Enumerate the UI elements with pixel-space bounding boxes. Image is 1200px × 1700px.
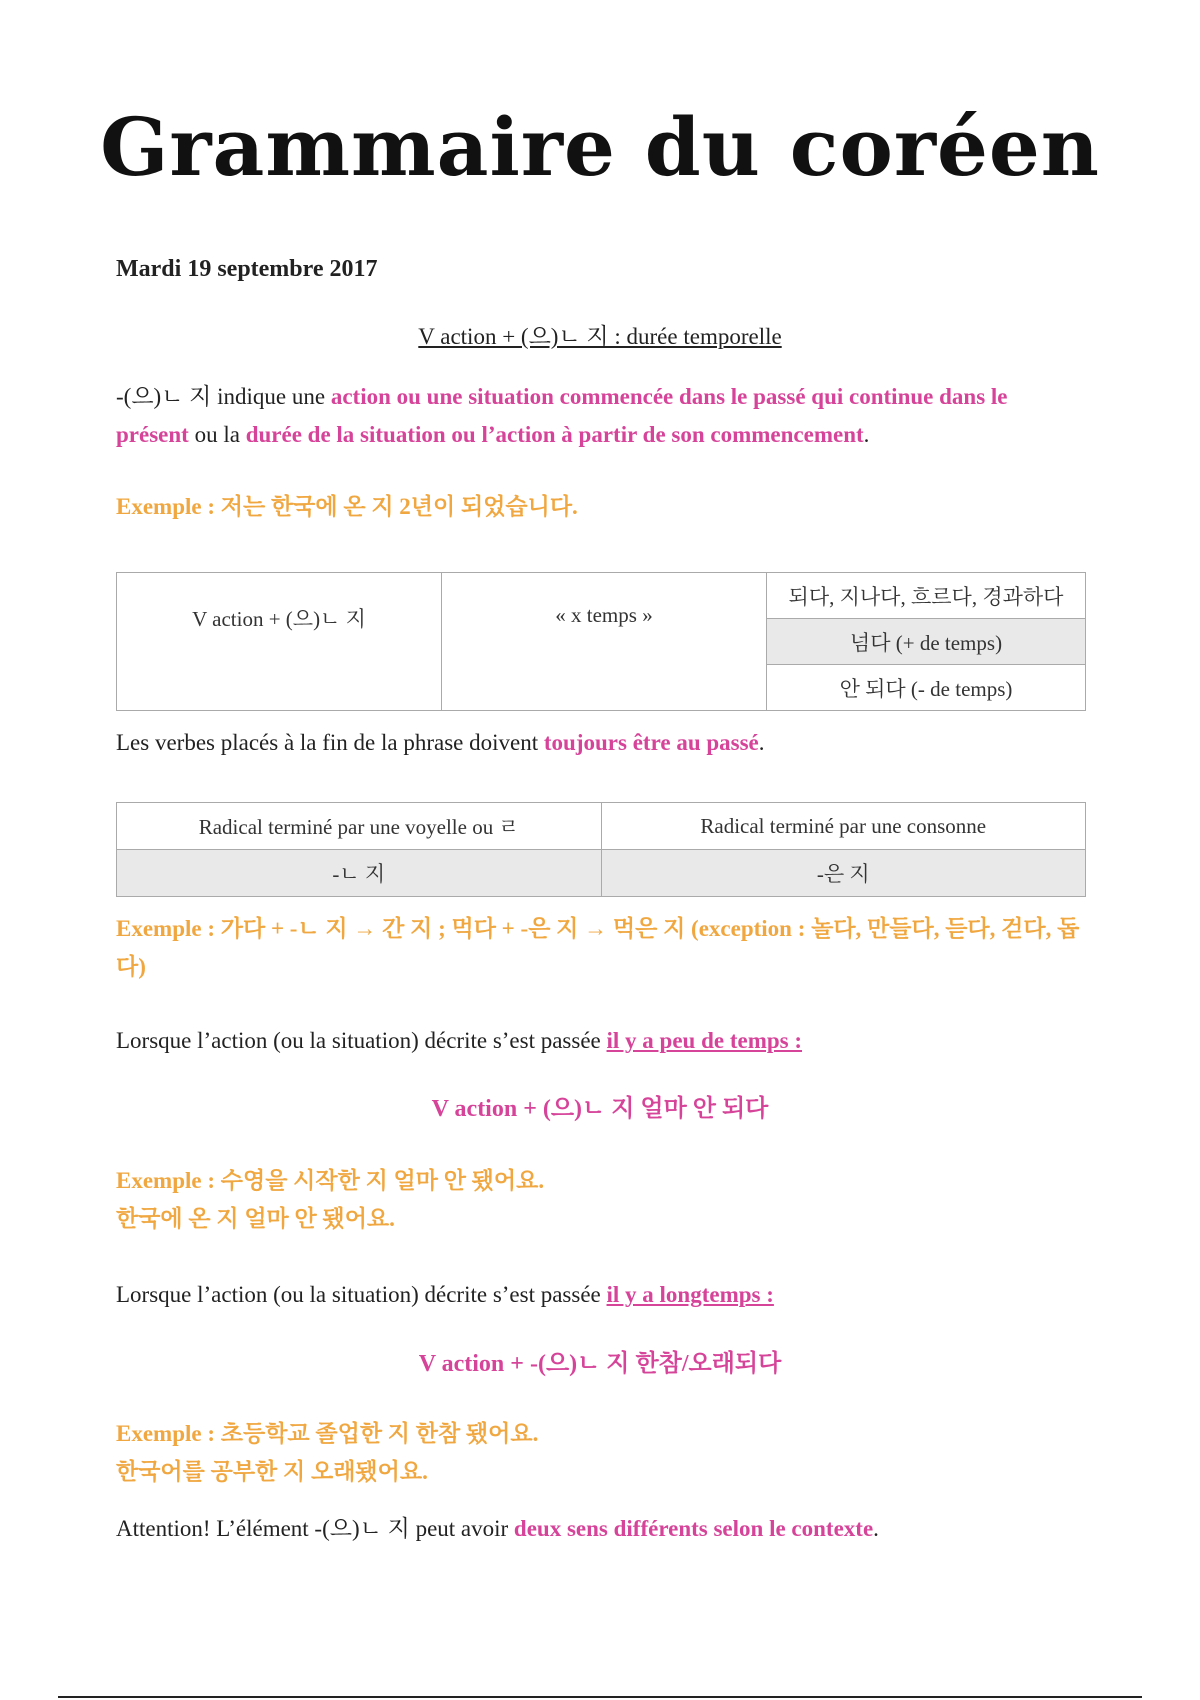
intro-highlight-1: action ou une situation commencée dans le passé qui continue dans le présent (116, 384, 1008, 447)
long-example-line-1: Exemple : 초등학교 졸업한 지 한참 됐어요. (116, 1421, 539, 1446)
attention-text-1: Attention! L’élément -(으)ㄴ 지 peut avoir (116, 1516, 514, 1541)
verbs-note-text-1: Les verbes placés à la fin de la phrase doivent (116, 730, 544, 755)
date: Mardi 19 septembre 2017 (116, 256, 378, 282)
long-example-line-2: 한국어를 공부한 지 오래됐어요. (116, 1459, 428, 1484)
page-title: Grammaire du coréen (100, 100, 1100, 194)
intro-paragraph (116, 378, 1086, 454)
subtitle-text: V action + (으)ㄴ 지 : durée temporelle (418, 324, 782, 349)
intro-text-1: -(으)ㄴ 지 indique une (116, 384, 331, 409)
example-2: Exemple : 가다 + -ㄴ 지 → 간 지 ; 먹다 + -은 지 → 먹은 지 (exception : 놀다, 만들다, 듣다, 걷다, 돕다) (116, 916, 1080, 979)
long-paragraph (116, 1276, 1086, 1314)
intro-text-3: . (863, 422, 870, 447)
table1-structure-cell: V action + (으)ㄴ 지 (117, 573, 442, 711)
table2-header-consonant: Radical terminé par une consonne (601, 803, 1086, 850)
recent-text: Lorsque l’action (ou la situation) décrite s’est passée (116, 1028, 607, 1053)
attention-paragraph (116, 1510, 1086, 1548)
intro-text-2: ou la (188, 422, 246, 447)
table1-verbs-row-1: 되다, 지나다, 흐르다, 경과하다 (767, 573, 1086, 619)
table1-verbs-row-3: 안 되다 (- de temps) (767, 665, 1086, 711)
table2-value-consonant: -은 지 (601, 850, 1086, 897)
recent-paragraph (116, 1022, 1086, 1060)
section-subtitle (0, 318, 1200, 356)
verbs-note (116, 724, 1086, 762)
long-example (116, 1415, 1086, 1491)
page-bottom-rule (58, 1696, 1142, 1698)
intro-highlight-2: durée de la situation ou l’action à partir de son commencement (245, 422, 864, 447)
construction-table (116, 572, 1086, 711)
recent-highlight: il y a peu de temps : (606, 1028, 803, 1053)
recent-example-line-1: Exemple : 수영을 시작한 지 얼마 안 됐어요. (116, 1168, 545, 1193)
recent-example-line-2: 한국에 온 지 얼마 안 됐어요. (116, 1206, 395, 1231)
example-1: Exemple : 저는 한국에 온 지 2년이 되었습니다. (116, 494, 578, 519)
attention-highlight: deux sens différents selon le contexte (513, 1516, 874, 1541)
verbs-note-highlight: toujours être au passé (543, 730, 759, 755)
table2-header-vowel: Radical terminé par une voyelle ou ㄹ (117, 803, 602, 850)
verbs-note-text-2: . (758, 730, 765, 755)
recent-formula: V action + (으)ㄴ 지 얼마 안 되다 (431, 1096, 769, 1122)
recent-example (116, 1162, 1086, 1238)
long-highlight: il y a longtemps : (606, 1282, 774, 1307)
radical-table (116, 802, 1086, 897)
attention-text-2: . (873, 1516, 879, 1541)
table1-verbs-row-2: 넘다 (+ de temps) (767, 619, 1086, 665)
table1-time-cell: « x temps » (442, 573, 767, 711)
long-formula: V action + -(으)ㄴ 지 한참/오래되다 (418, 1351, 782, 1377)
table2-value-vowel: -ㄴ 지 (117, 850, 602, 897)
long-text: Lorsque l’action (ou la situation) décrite s’est passée (116, 1282, 607, 1307)
